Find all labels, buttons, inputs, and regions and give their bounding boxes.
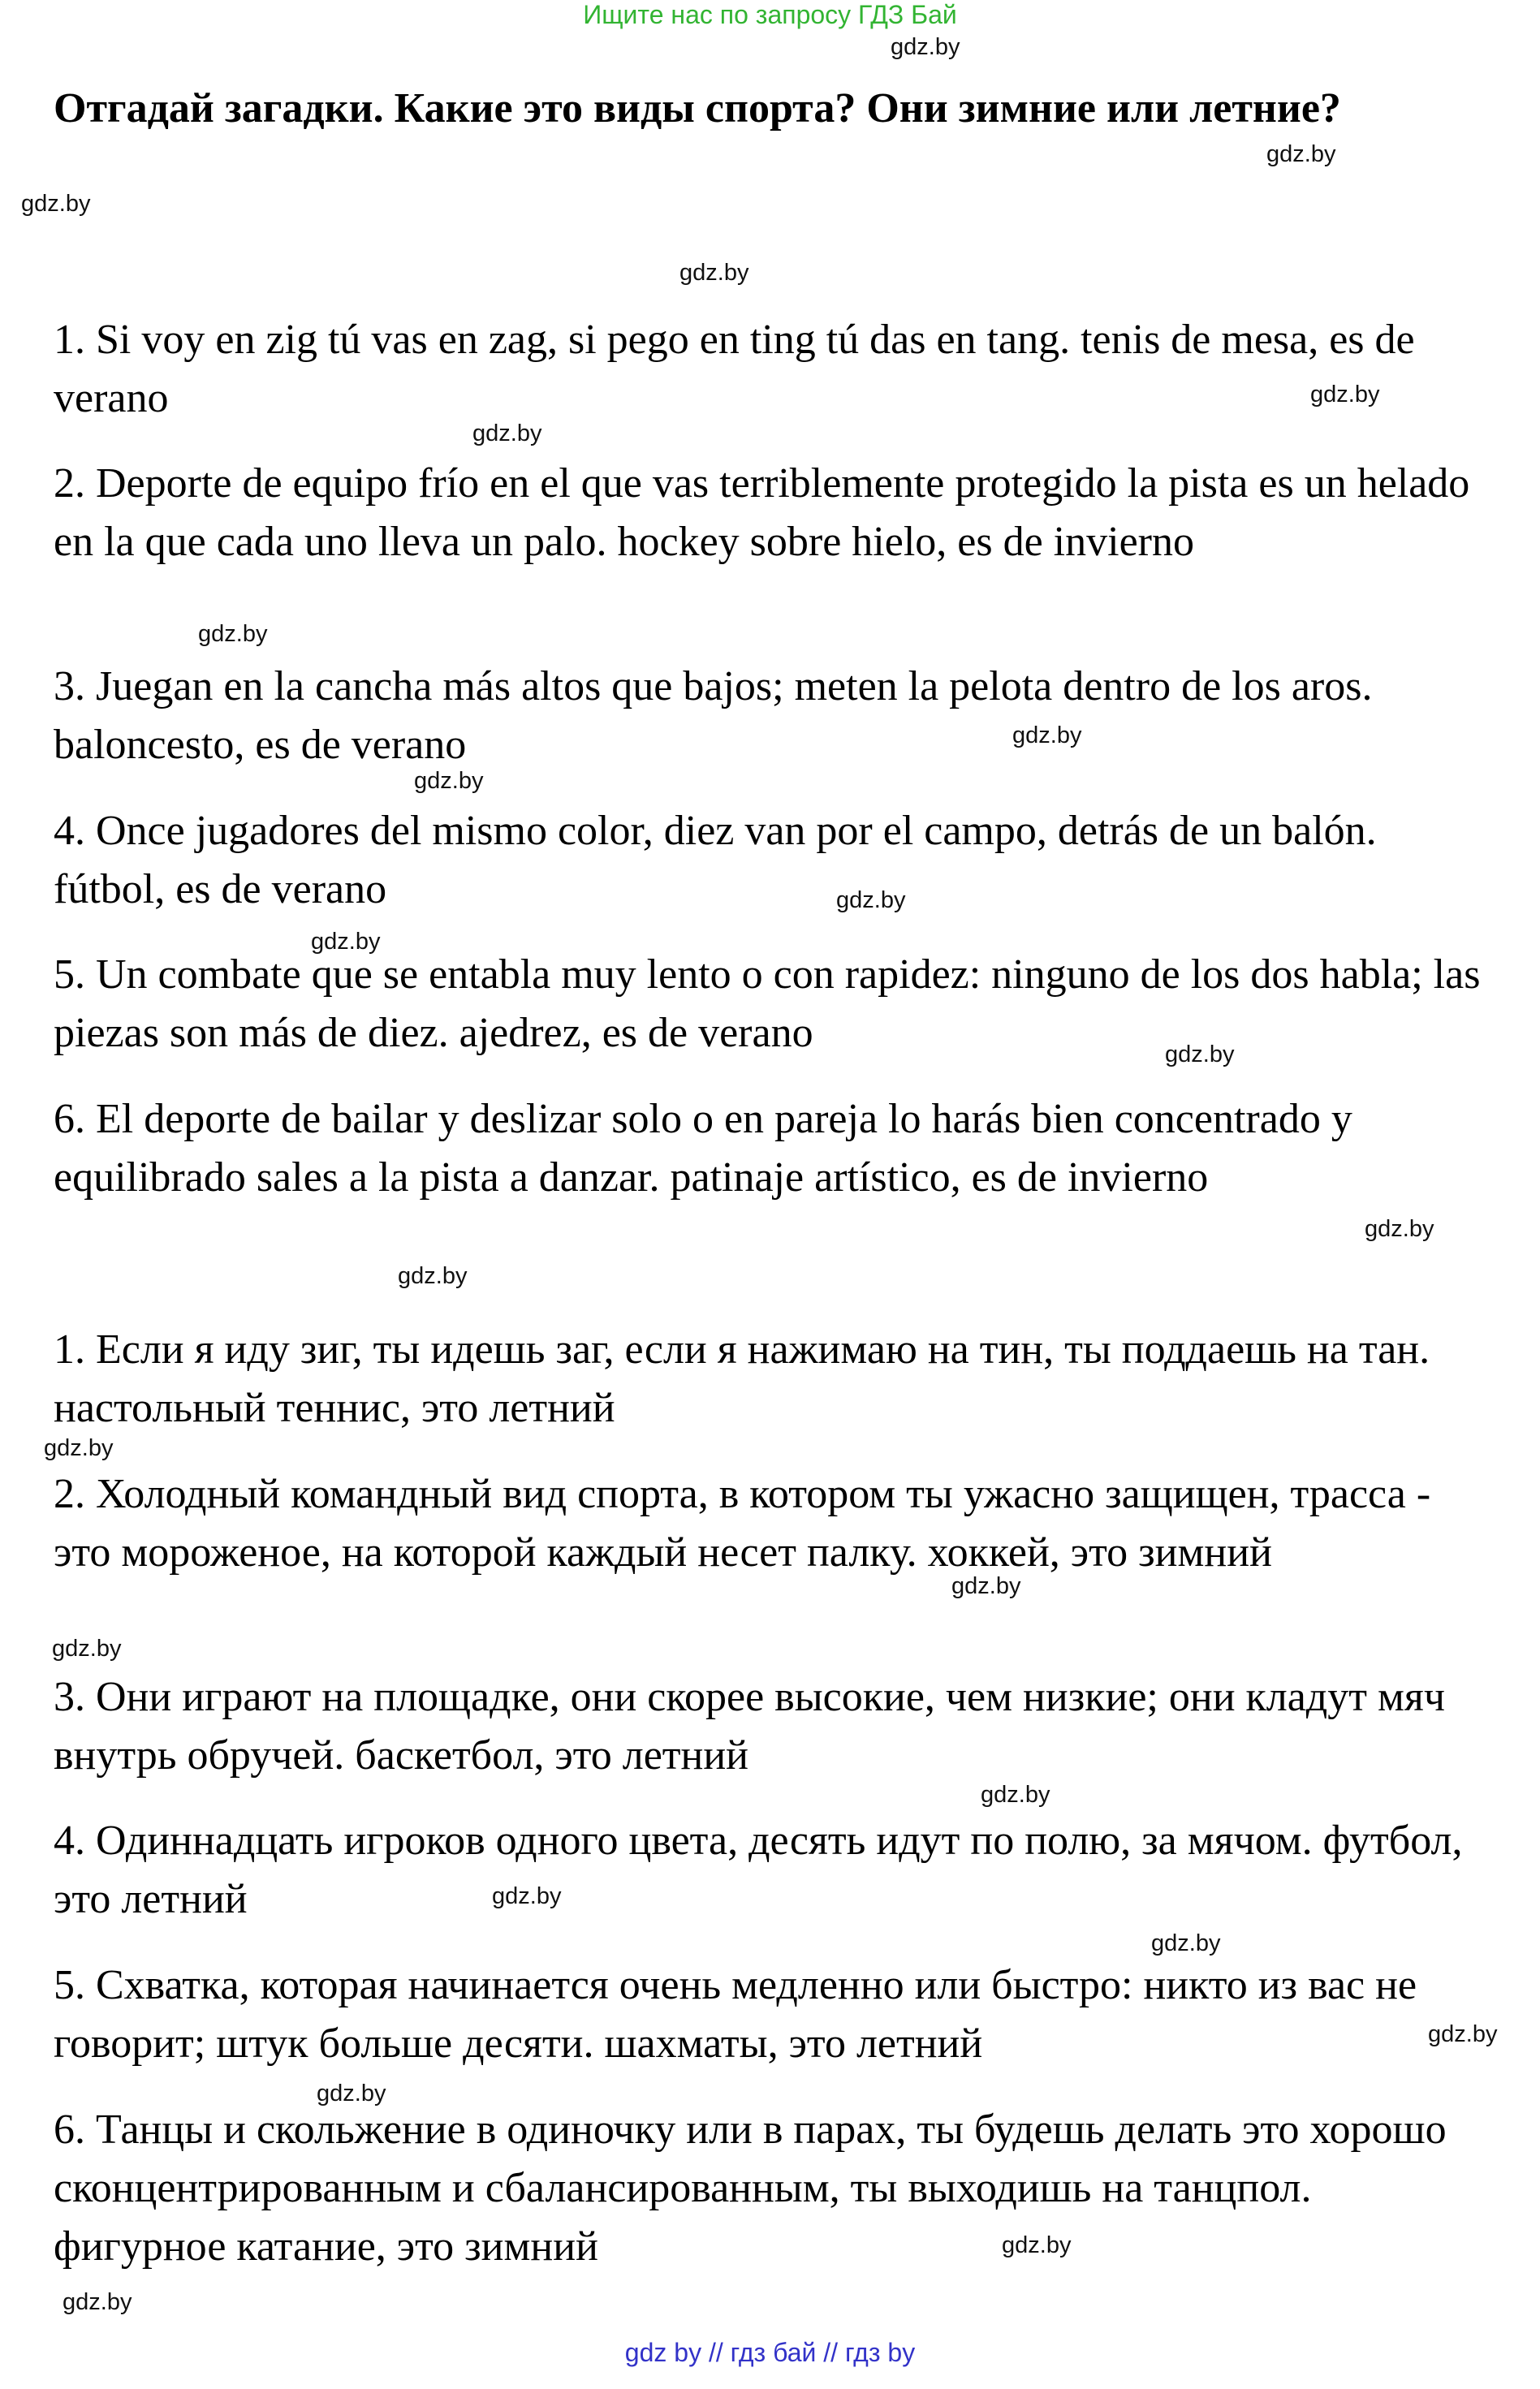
russian-riddle-1: 1. Если я иду зиг, ты идешь заг, если я нажимаю на тин, ты поддаешь на тан. настольный теннис, это летний (54, 1326, 1430, 1431)
watermark: gdz.by (311, 929, 381, 955)
watermark: gdz.by (679, 260, 749, 286)
watermark: gdz.by (21, 191, 91, 217)
russian-riddle-2: 2. Холодный командный вид спорта, в котором ты ужасно защищен, трасса - это мороженое, на которой каждый несет палку. хоккей, это зимний (54, 1471, 1431, 1576)
russian-riddle-5: 5. Схватка, которая начинается очень медленно или быстро: никто из вас не говорит; штук больше десяти. шахматы, это летний (54, 1962, 1417, 2067)
watermark: gdz.by (1012, 722, 1082, 748)
russian-riddle-4: 4. Одиннадцать игроков одного цвета, десять идут по полю, за мячом. футбол, это летний (54, 1818, 1463, 1922)
watermark: gdz.by (472, 420, 542, 446)
footer-links[interactable]: gdz by // гдз бай // гдз by (624, 2338, 916, 2367)
watermark: gdz.by (198, 621, 268, 647)
watermark: gdz.by (1002, 2232, 1072, 2258)
watermark: gdz.by (1151, 1930, 1221, 1956)
top-search-link[interactable]: Ищите нас по запросу ГДЗ Бай (583, 0, 957, 29)
watermark: gdz.by (891, 34, 960, 60)
watermark: gdz.by (1165, 1041, 1235, 1067)
watermark: gdz.by (1266, 141, 1336, 167)
spanish-riddle-2: 2. Deporte de equipo frío en el que vas terriblemente protegido la pista es un helado en la que cada uno lleva un palo. hockey sobre hielo, es de invierno (54, 460, 1470, 565)
spanish-riddle-1: 1. Si voy en zig tú vas en zag, si pego en ting tú das en tang. tenis de mesa, es de verano (54, 317, 1415, 421)
watermark: gdz.by (52, 1636, 122, 1662)
watermark: gdz.by (1310, 382, 1380, 408)
page-title: Отгадай загадки. Какие это виды спорта? Они зимние или летние? (54, 85, 1341, 132)
watermark: gdz.by (1365, 1216, 1434, 1242)
watermark: gdz.by (44, 1435, 114, 1461)
watermark: gdz.by (63, 2289, 132, 2315)
watermark: gdz.by (951, 1573, 1021, 1599)
watermark: gdz.by (836, 887, 906, 913)
watermark: gdz.by (414, 768, 484, 794)
spanish-riddle-3: 3. Juegan en la cancha más altos que bajos; meten la pelota dentro de los aros. baloncesto, es de verano (54, 663, 1373, 768)
spanish-riddle-6: 6. El deporte de bailar y deslizar solo o en pareja lo harás bien concentrado y equilibrado sales a la pista a danzar. patinaje artístico, es de invierno (54, 1096, 1352, 1201)
watermark: gdz.by (492, 1883, 562, 1909)
watermark: gdz.by (981, 1782, 1050, 1808)
watermark: gdz.by (398, 1263, 468, 1289)
russian-riddle-6: 6. Танцы и скольжение в одиночку или в парах, ты будешь делать это хорошо сконцентрированным и сбалансированным, ты выходишь на танцпол. фигурное катание, это зимний (54, 2107, 1447, 2270)
spanish-riddle-4: 4. Once jugadores del mismo color, diez van por el campo, detrás de un balón. fútbol, es de verano (54, 808, 1377, 912)
russian-riddle-3: 3. Они играют на площадке, они скорее высокие, чем низкие; они кладут мяч внутрь обручей. баскетбол, это летний (54, 1674, 1445, 1779)
watermark: gdz.by (1428, 2021, 1498, 2047)
spanish-riddle-5: 5. Un combate que se entabla muy lento o con rapidez: ninguno de los dos habla; las piezas son más de diez. ajedrez, es de verano (54, 951, 1481, 1056)
watermark: gdz.by (317, 2081, 386, 2107)
